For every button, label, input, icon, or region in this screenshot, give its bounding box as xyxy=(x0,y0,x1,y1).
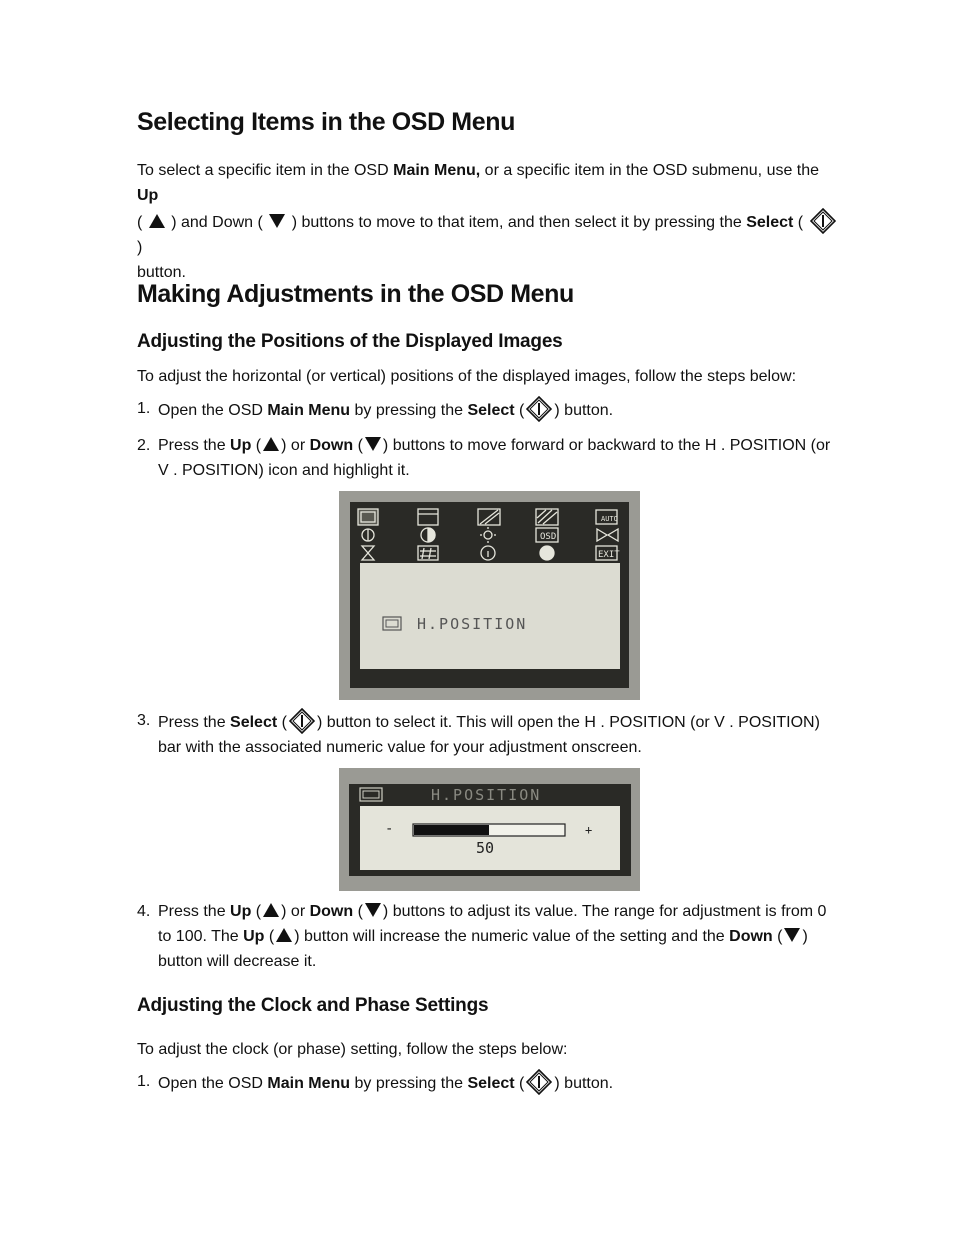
svg-text:EXIT: EXIT xyxy=(598,550,620,560)
positions-step-2: 2. Press the Up ( ) or Down ( ) buttons to move forward or backward to the H . POSITION (or V . POSITION) icon and highlight it. xyxy=(137,437,831,479)
svg-text:AUTO: AUTO xyxy=(601,515,618,523)
subsection-title-clock-phase: Adjusting the Clock and Phase Settings xyxy=(137,995,489,1016)
select-button-icon xyxy=(526,396,552,422)
section-title-making-adjustments: Making Adjustments in the OSD Menu xyxy=(137,280,574,308)
up-arrow-icon xyxy=(263,437,279,451)
osd-h-position-screenshot xyxy=(339,768,640,891)
osd-minus: - xyxy=(385,821,394,837)
osd-item-label: H.POSITION xyxy=(417,615,528,633)
osd-language-globe-icon xyxy=(540,546,554,560)
selecting-items-paragraph: To select a specific item in the OSD Main Menu, or a specific item in the OSD submenu, use the Up ( ) and Down ( ) buttons to move to that item, and then select it by pressing the Select ( ) button. xyxy=(137,158,843,285)
select-button-icon xyxy=(810,208,836,234)
down-arrow-icon xyxy=(365,903,381,917)
down-arrow-icon xyxy=(784,928,800,942)
osd-main-menu-graphic xyxy=(339,491,640,700)
osd-main-menu-screenshot xyxy=(339,491,640,700)
up-arrow-icon xyxy=(263,903,279,917)
section-title-selecting-items: Selecting Items in the OSD Menu xyxy=(137,108,515,136)
select-button-icon xyxy=(289,708,315,734)
positions-step-3: 3. Press the Select ( ) button to select it. This will open the H . POSITION (or V . POSITION) bar with the associated numeric value for your adjustment onscreen. xyxy=(137,708,843,760)
osd-position-icon xyxy=(358,509,378,525)
osd-plus: + xyxy=(585,823,593,837)
osd-value-bar-fill xyxy=(414,825,489,835)
osd-h-position-graphic xyxy=(339,768,640,891)
positions-step-4: 4. Press the Up ( ) or Down ( ) buttons to adjust its value. The range for adjustment is from 0 to 100. The Up ( ) button will increase the numeric value of the setting and the Down ( ) button will decrease it. xyxy=(137,903,827,970)
up-arrow-icon xyxy=(149,214,165,228)
osd-value: 50 xyxy=(476,839,495,857)
positions-step-1: 1. Open the OSD Main Menu by pressing the Select ( ) button. xyxy=(137,396,843,423)
clock-phase-step-1: 1. Open the OSD Main Menu by pressing the Select ( ) button. xyxy=(137,1069,843,1096)
select-button-icon xyxy=(526,1069,552,1095)
osd-bar-title: H.POSITION xyxy=(431,786,542,804)
subsection-title-positions: Adjusting the Positions of the Displayed Images xyxy=(137,331,563,352)
svg-text:OSD: OSD xyxy=(540,532,557,542)
up-arrow-icon xyxy=(276,928,292,942)
down-arrow-icon xyxy=(365,437,381,451)
down-arrow-icon xyxy=(269,214,285,228)
clock-phase-intro: To adjust the clock (or phase) setting, follow the steps below: xyxy=(137,1041,568,1058)
positions-intro: To adjust the horizontal (or vertical) positions of the displayed images, follow the steps below: xyxy=(137,368,797,385)
